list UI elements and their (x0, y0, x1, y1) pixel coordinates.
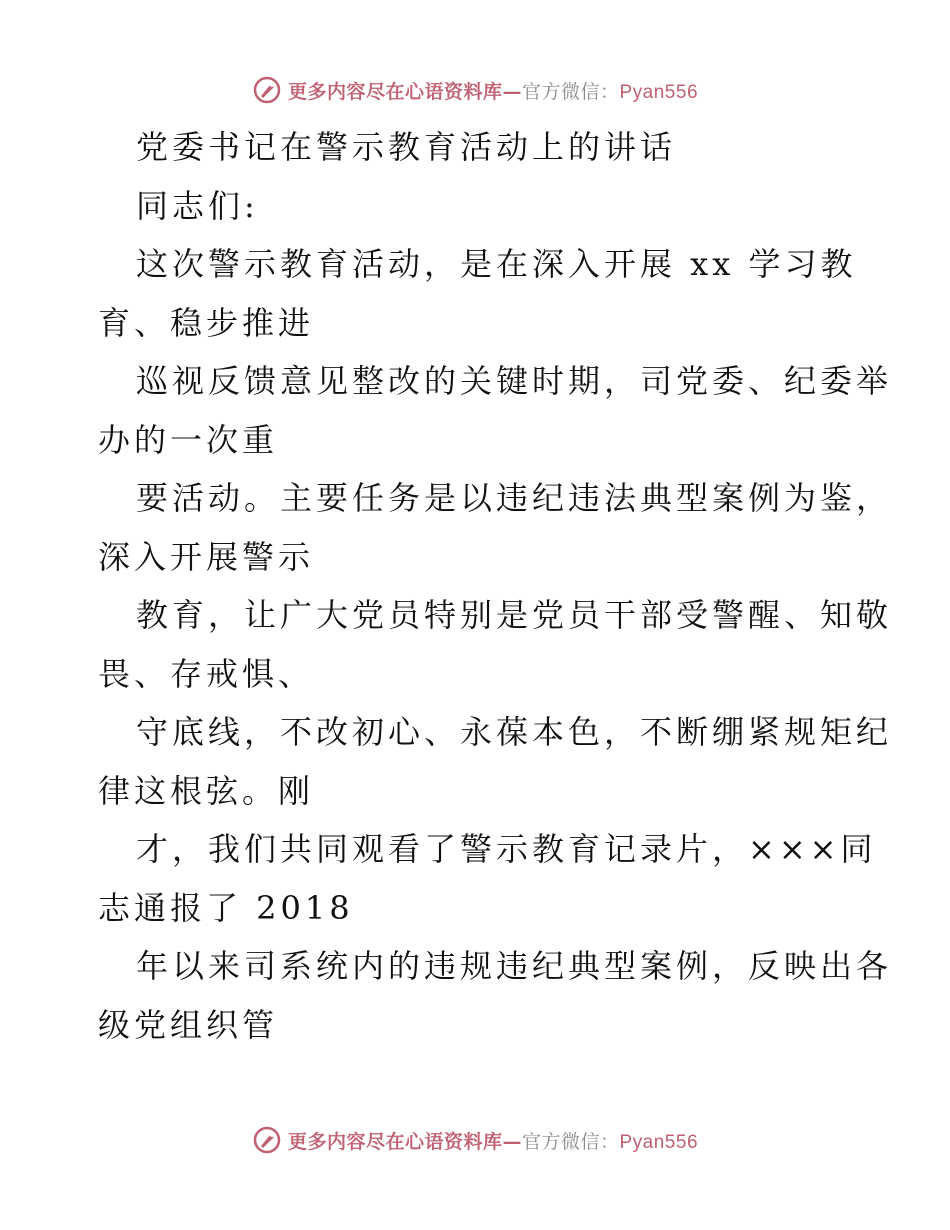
doc-line: 这次警示教育活动，是在深入开展 xx 学习教 (136, 245, 857, 283)
doc-line: 年以来司系统内的违规违纪典型案例，反映出各 (136, 947, 893, 985)
footer-banner-text (288, 1127, 698, 1154)
header-banner-text (288, 77, 698, 104)
footer-banner-wechat: Pyan556 (619, 1131, 699, 1153)
pen-nib-logo-icon (252, 1125, 282, 1155)
header-banner-title: 更多内容尽在心语资料库 (287, 80, 503, 103)
doc-line: 教育，让广大党员特别是党员干部受警醒、知敬 (136, 596, 893, 634)
doc-line: 守底线，不改初心、永葆本色，不断绷紧规矩纪 (136, 713, 893, 751)
doc-line: 才，我们共同观看了警示教育记录片，×××同 (136, 830, 877, 868)
doc-line: 畏、存戒惧、 (98, 654, 315, 693)
footer-banner (0, 1120, 950, 1160)
footer-banner-official: 官方微信： (521, 1130, 620, 1153)
header-banner-dash: — (502, 80, 522, 103)
doc-line: 同志们: (136, 186, 259, 225)
header-banner-wechat: Pyan556 (619, 81, 699, 103)
doc-line: 级党组织管 (98, 1005, 279, 1044)
document-body (98, 118, 893, 1054)
footer-banner-title: 更多内容尽在心语资料库 (287, 1130, 503, 1153)
doc-line: 巡视反馈意见整改的关键时期，司党委、纪委举 (136, 362, 893, 400)
doc-title: 党委书记在警示教育活动上的讲话 (136, 128, 677, 166)
doc-line: 深入开展警示 (98, 537, 315, 576)
doc-line: 志通报了 2018 (98, 888, 354, 927)
doc-line: 育、稳步推进 (98, 303, 315, 342)
header-banner (0, 70, 950, 110)
footer-banner-dash: — (502, 1130, 522, 1153)
pen-nib-logo-icon (252, 75, 282, 105)
doc-line: 办的一次重 (98, 420, 279, 459)
header-banner-official: 官方微信： (521, 80, 620, 103)
doc-line: 要活动。主要任务是以违纪违法典型案例为鉴， (136, 479, 893, 517)
doc-line: 律这根弦。刚 (98, 771, 315, 810)
